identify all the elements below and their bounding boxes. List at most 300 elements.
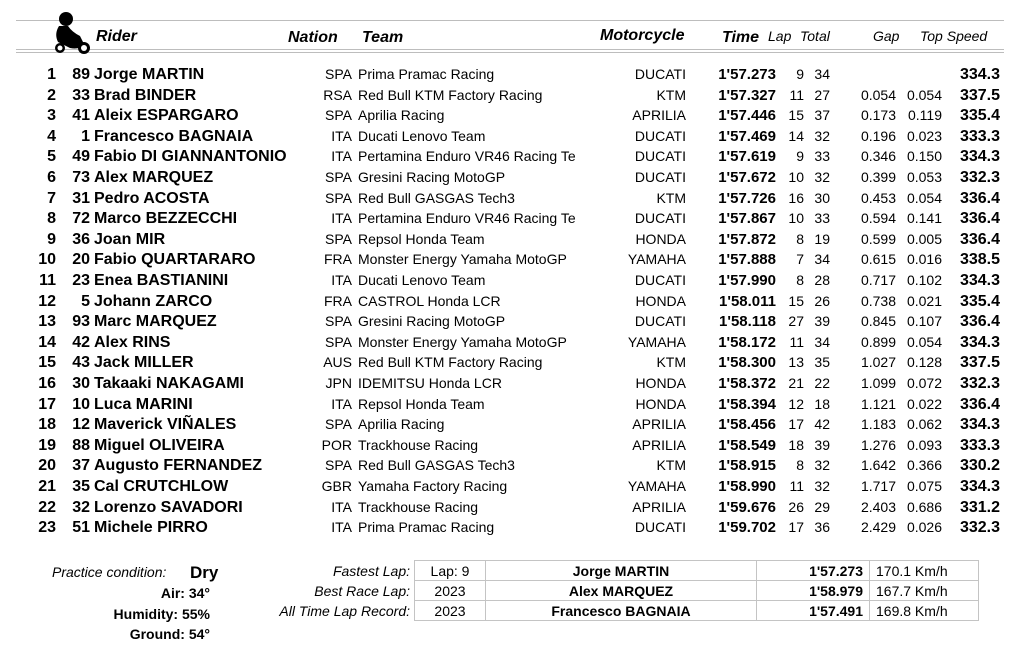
row-rider-name: Michele PIRRO	[94, 519, 208, 537]
table-row	[0, 85, 1024, 106]
row-time: 1'58.172	[718, 333, 776, 351]
row-total: 19	[814, 230, 830, 247]
header-gap: Gap	[873, 28, 900, 44]
row-nation: POR	[321, 436, 352, 453]
row-gap-first: 0.599	[860, 230, 896, 247]
row-rider-number: 88	[72, 436, 90, 454]
row-position: 11	[39, 272, 56, 289]
row-position: 8	[47, 210, 56, 228]
row-total: 30	[814, 189, 830, 206]
row-time: 1'58.118	[719, 313, 776, 331]
row-gap-previous: 0.686	[906, 498, 942, 515]
row-time: 1'57.872	[718, 230, 776, 248]
row-motorcycle: DUCATI	[634, 519, 686, 536]
row-top-speed: 337.5	[959, 354, 1000, 372]
record-label: Fastest Lap:	[332, 562, 410, 579]
row-rider-name: Pedro ACOSTA	[94, 189, 210, 207]
row-gap-previous: 0.062	[906, 416, 942, 433]
row-rider-name: Augusto FERNANDEZ	[94, 457, 262, 475]
row-top-speed: 336.4	[959, 210, 1000, 228]
row-lap: 10	[788, 210, 804, 227]
row-gap-previous: 0.150	[906, 148, 942, 165]
row-motorcycle: DUCATI	[634, 148, 686, 165]
ground-temperature: Ground: 54°	[129, 626, 210, 642]
row-gap-first: 1.183	[860, 416, 896, 433]
row-position: 19	[38, 436, 56, 454]
row-position: 1	[47, 66, 56, 83]
row-rider-name: Fabio QUARTARARO	[94, 251, 256, 269]
row-nation: ITA	[331, 148, 352, 165]
row-time: 1'57.469	[718, 127, 776, 145]
row-lap: 11	[789, 478, 804, 494]
row-gap-previous: 0.054	[906, 189, 942, 206]
row-lap: 26	[788, 498, 804, 515]
row-rider-number: 30	[72, 375, 90, 392]
row-top-speed: 335.4	[959, 107, 1000, 125]
row-top-speed: 333.3	[959, 436, 1000, 454]
row-gap-first: 0.717	[860, 272, 896, 288]
row-gap-previous: 0.107	[906, 313, 942, 330]
row-rider-name: Jorge MARTIN	[94, 66, 205, 83]
table-row	[0, 332, 1024, 353]
row-top-speed: 334.3	[959, 478, 1000, 495]
row-gap-first: 1.717	[860, 478, 896, 494]
row-motorcycle: YAMAHA	[627, 333, 686, 350]
row-top-speed: 333.3	[959, 127, 1000, 145]
humidity: Humidity: 55%	[113, 606, 210, 622]
table-row	[0, 311, 1024, 332]
row-position: 5	[47, 148, 56, 166]
row-motorcycle: DUCATI	[634, 210, 686, 227]
row-gap-previous: 0.075	[906, 478, 942, 494]
row-lap: 11	[789, 86, 804, 103]
row-gap-previous: 0.005	[906, 230, 942, 247]
table-row	[0, 64, 1024, 85]
row-motorcycle: DUCATI	[634, 313, 686, 330]
row-motorcycle: YAMAHA	[627, 251, 686, 268]
row-motorcycle: DUCATI	[634, 272, 686, 288]
row-position: 22	[38, 498, 56, 516]
record-time: 1'57.491	[757, 601, 870, 621]
header-team: Team	[362, 29, 404, 46]
record-speed: 167.7 Km/h	[870, 581, 979, 601]
row-team: Red Bull KTM Factory Racing	[358, 354, 543, 371]
header-rider: Rider	[96, 28, 137, 45]
row-rider-number: 12	[72, 416, 90, 434]
record-label: Best Race Lap:	[314, 582, 410, 599]
header-bottom-rule-1	[16, 49, 1004, 50]
row-top-speed: 336.4	[959, 189, 1000, 207]
row-total: 33	[814, 148, 830, 165]
row-rider-name: Francesco BAGNAIA	[94, 127, 254, 145]
row-lap: 14	[788, 127, 804, 144]
table-row	[0, 352, 1024, 373]
row-time: 1'58.372	[718, 375, 776, 392]
row-time: 1'58.394	[718, 395, 776, 413]
row-gap-previous: 0.072	[906, 375, 942, 391]
air-temperature: Air: 34°	[160, 585, 210, 601]
row-team: Pertamina Enduro VR46 Racing Te	[358, 210, 576, 227]
row-time: 1'57.867	[718, 210, 776, 228]
row-rider-name: Lorenzo SAVADORI	[94, 498, 243, 516]
row-nation: ITA	[331, 272, 352, 288]
row-team: Red Bull KTM Factory Racing	[358, 86, 543, 103]
row-rider-name: Takaaki NAKAGAMI	[94, 375, 244, 392]
row-gap-first: 1.642	[860, 457, 896, 474]
row-position: 7	[47, 189, 56, 207]
row-motorcycle: DUCATI	[634, 169, 686, 185]
row-gap-previous: 0.016	[906, 251, 942, 268]
row-team: Trackhouse Racing	[358, 436, 479, 453]
row-nation: RSA	[323, 86, 352, 103]
row-total: 32	[814, 127, 830, 144]
row-nation: SPA	[325, 66, 352, 82]
row-position: 9	[47, 230, 56, 248]
row-rider-name: Fabio DI GIANNANTONIO	[94, 148, 287, 166]
row-motorcycle: HONDA	[635, 395, 686, 412]
row-lap: 18	[788, 436, 804, 453]
row-rider-name: Miguel OLIVEIRA	[94, 436, 225, 454]
row-time: 1'59.702	[718, 519, 776, 537]
row-rider-name: Marc MARQUEZ	[94, 313, 217, 331]
row-top-speed: 332.3	[959, 169, 1000, 186]
row-gap-first: 0.453	[860, 189, 896, 206]
row-nation: ITA	[331, 127, 352, 144]
row-lap: 7	[796, 251, 804, 268]
row-total: 39	[814, 436, 830, 453]
row-team: Red Bull GASGAS Tech3	[358, 189, 515, 206]
row-time: 1'57.990	[718, 272, 776, 289]
row-rider-number: 73	[72, 169, 90, 186]
header-lap: Lap	[768, 28, 792, 44]
row-total: 22	[814, 375, 830, 391]
table-row	[0, 497, 1024, 518]
row-time: 1'57.327	[718, 86, 776, 104]
row-position: 23	[38, 519, 56, 537]
row-total: 34	[814, 66, 830, 82]
record-rider: Alex MARQUEZ	[486, 581, 757, 601]
row-time: 1'57.446	[718, 107, 776, 125]
row-top-speed: 337.5	[959, 86, 1000, 104]
row-motorcycle: KTM	[656, 189, 686, 206]
row-rider-number: 35	[72, 478, 90, 495]
row-time: 1'58.990	[718, 478, 776, 495]
record-rider: Jorge MARTIN	[486, 561, 757, 581]
header-bottom-rule-2	[16, 52, 1004, 53]
row-gap-previous: 0.021	[906, 292, 942, 309]
table-row	[0, 291, 1024, 312]
row-lap: 27	[788, 313, 804, 330]
row-rider-number: 49	[72, 148, 90, 166]
row-position: 12	[38, 292, 56, 310]
row-lap: 9	[796, 148, 804, 165]
record-lap: Lap: 9	[415, 561, 486, 581]
table-row	[0, 229, 1024, 250]
row-lap: 9	[796, 66, 804, 82]
row-gap-first: 0.399	[860, 169, 896, 185]
row-motorcycle: HONDA	[635, 292, 686, 309]
row-position: 4	[47, 127, 56, 145]
row-top-speed: 336.4	[959, 313, 1000, 331]
row-team: Gresini Racing MotoGP	[358, 313, 506, 330]
row-total: 18	[814, 395, 830, 412]
row-motorcycle: KTM	[656, 457, 686, 474]
row-lap: 15	[788, 292, 804, 309]
row-time: 1'58.011	[719, 292, 776, 310]
record-label: All Time Lap Record:	[279, 602, 410, 619]
row-gap-first: 0.594	[860, 210, 896, 227]
row-total: 42	[814, 416, 830, 433]
row-gap-first: 0.196	[860, 127, 896, 144]
row-time: 1'59.676	[718, 498, 776, 516]
row-gap-previous: 0.093	[906, 436, 942, 453]
row-rider-name: Aleix ESPARGARO	[94, 107, 239, 125]
table-row	[0, 188, 1024, 209]
table-row	[0, 517, 1024, 538]
record-speed: 170.1 Km/h	[870, 561, 979, 581]
row-total: 33	[814, 210, 830, 227]
row-rider-number: 10	[72, 395, 90, 413]
row-rider-number: 43	[72, 354, 90, 372]
row-team: Yamaha Factory Racing	[358, 478, 508, 494]
row-rider-number: 23	[72, 272, 90, 289]
row-total: 34	[814, 333, 830, 350]
row-top-speed: 334.3	[959, 148, 1000, 166]
row-nation: SPA	[325, 313, 352, 330]
row-total: 37	[814, 107, 830, 124]
row-position: 14	[38, 333, 56, 351]
row-team: Trackhouse Racing	[358, 498, 479, 515]
row-nation: FRA	[324, 251, 352, 268]
row-nation: ITA	[331, 395, 352, 412]
row-team: Prima Pramac Racing	[358, 66, 495, 82]
row-nation: SPA	[325, 457, 352, 474]
header-top-rule	[16, 20, 1004, 21]
row-nation: FRA	[324, 292, 352, 309]
row-rider-name: Maverick VIÑALES	[94, 416, 237, 434]
row-gap-previous: 0.141	[906, 210, 942, 227]
row-rider-number: 1	[81, 127, 90, 145]
table-row	[0, 249, 1024, 270]
row-gap-previous: 0.022	[906, 395, 942, 412]
row-rider-name: Alex MARQUEZ	[94, 169, 214, 186]
table-row	[0, 455, 1024, 476]
table-row	[0, 373, 1024, 394]
table-row	[0, 476, 1024, 497]
row-total: 27	[814, 86, 830, 103]
row-team: Aprilia Racing	[358, 107, 445, 124]
row-time: 1'57.672	[718, 169, 776, 186]
row-rider-number: 93	[72, 313, 90, 331]
row-motorcycle: HONDA	[635, 375, 686, 391]
record-row	[258, 561, 979, 581]
row-gap-first: 0.346	[860, 148, 896, 165]
row-gap-first: 2.403	[860, 498, 896, 515]
row-total: 39	[814, 313, 830, 330]
row-position: 6	[47, 169, 56, 186]
table-row	[0, 394, 1024, 415]
row-rider-name: Johann ZARCO	[94, 292, 213, 310]
table-row	[0, 167, 1024, 188]
row-time: 1'57.273	[718, 66, 776, 83]
table-row	[0, 208, 1024, 229]
row-nation: SPA	[325, 230, 352, 247]
row-nation: ITA	[331, 519, 352, 536]
row-top-speed: 334.3	[959, 416, 1000, 434]
row-gap-first: 0.738	[860, 292, 896, 309]
row-time: 1'58.549	[718, 436, 776, 454]
row-rider-number: 31	[72, 189, 90, 207]
row-lap: 16	[788, 189, 804, 206]
practice-condition-value: Dry	[190, 563, 219, 582]
row-team: Monster Energy Yamaha MotoGP	[358, 251, 567, 268]
row-gap-first: 0.615	[860, 251, 896, 268]
row-gap-first: 0.173	[860, 107, 896, 124]
row-team: Ducati Lenovo Team	[358, 127, 486, 144]
row-gap-first: 1.027	[860, 354, 896, 371]
record-row	[258, 601, 979, 621]
row-motorcycle: APRILIA	[632, 498, 686, 515]
row-lap: 8	[796, 230, 804, 247]
row-lap: 12	[788, 395, 804, 412]
header-total: Total	[800, 28, 830, 44]
row-top-speed: 331.2	[959, 498, 1000, 516]
row-rider-name: Jack MILLER	[94, 354, 194, 372]
row-rider-number: 37	[72, 457, 90, 475]
row-top-speed: 334.3	[959, 66, 1000, 83]
row-lap: 8	[796, 272, 804, 288]
row-top-speed: 330.2	[959, 457, 1000, 475]
row-rider-name: Enea BASTIANINI	[94, 272, 229, 289]
motorcycle-rider-icon	[50, 10, 94, 56]
practice-condition-label: Practice condition:	[52, 564, 167, 580]
row-team: Ducati Lenovo Team	[358, 272, 486, 288]
row-position: 18	[38, 416, 56, 434]
row-gap-first: 1.121	[860, 395, 896, 412]
row-rider-number: 51	[72, 519, 90, 537]
row-position: 15	[38, 354, 56, 372]
row-time: 1'58.300	[718, 354, 776, 372]
row-gap-previous: 0.053	[906, 169, 942, 185]
row-rider-name: Marco BEZZECCHI	[94, 210, 238, 228]
row-time: 1'58.915	[718, 457, 776, 475]
row-team: CASTROL Honda LCR	[358, 292, 501, 309]
row-team: IDEMITSU Honda LCR	[358, 375, 502, 391]
row-gap-first: 1.276	[860, 436, 896, 453]
row-motorcycle: KTM	[656, 354, 686, 371]
row-gap-previous: 0.102	[906, 272, 942, 288]
row-top-speed: 336.4	[959, 230, 1000, 248]
row-rider-number: 32	[72, 498, 90, 516]
row-gap-first: 0.899	[860, 333, 896, 350]
row-total: 35	[814, 354, 830, 371]
row-position: 10	[38, 251, 56, 269]
record-time: 1'57.273	[757, 561, 870, 581]
row-team: Gresini Racing MotoGP	[358, 169, 506, 185]
row-total: 29	[814, 498, 830, 515]
row-gap-first: 0.054	[860, 86, 896, 103]
record-speed: 169.8 Km/h	[870, 601, 979, 621]
record-time: 1'58.979	[757, 581, 870, 601]
row-lap: 11	[789, 333, 804, 350]
row-gap-previous: 0.128	[906, 354, 942, 371]
row-nation: SPA	[325, 333, 352, 350]
row-lap: 15	[788, 107, 804, 124]
row-rider-name: Joan MIR	[94, 230, 166, 248]
row-rider-number: 89	[72, 66, 90, 83]
row-lap: 13	[788, 354, 804, 371]
row-total: 32	[814, 457, 830, 474]
record-lap: 2023	[415, 601, 486, 621]
row-total: 32	[814, 478, 830, 494]
row-motorcycle: APRILIA	[632, 107, 686, 124]
row-nation: GBR	[321, 478, 352, 494]
row-position: 13	[38, 313, 56, 331]
row-top-speed: 334.3	[959, 333, 1000, 351]
row-motorcycle: APRILIA	[632, 416, 686, 433]
row-gap-previous: 0.023	[906, 127, 942, 144]
table-row	[0, 270, 1024, 291]
row-nation: ITA	[331, 498, 352, 515]
row-time: 1'57.888	[718, 251, 776, 269]
table-row	[0, 146, 1024, 167]
row-team: Repsol Honda Team	[358, 395, 485, 412]
record-row	[258, 581, 979, 601]
row-lap: 10	[788, 169, 804, 185]
row-motorcycle: KTM	[656, 86, 686, 103]
row-gap-previous: 0.119	[908, 107, 942, 124]
table-row	[0, 126, 1024, 147]
row-rider-number: 5	[81, 292, 90, 310]
row-gap-previous: 0.026	[906, 519, 942, 536]
row-rider-number: 41	[72, 107, 90, 125]
header-nation: Nation	[288, 29, 338, 46]
row-position: 20	[38, 457, 56, 475]
row-total: 36	[814, 519, 830, 536]
row-team: Red Bull GASGAS Tech3	[358, 457, 515, 474]
row-time: 1'58.456	[718, 416, 776, 434]
row-nation: JPN	[325, 375, 352, 391]
row-nation: SPA	[325, 189, 352, 206]
row-gap-previous: 0.054	[906, 86, 942, 103]
table-row	[0, 105, 1024, 126]
row-gap-previous: 0.366	[906, 457, 942, 474]
row-rider-name: Brad BINDER	[94, 86, 197, 104]
row-lap: 8	[796, 457, 804, 474]
row-team: Repsol Honda Team	[358, 230, 485, 247]
row-rider-number: 36	[72, 230, 90, 248]
row-rider-name: Luca MARINI	[94, 395, 193, 413]
row-rider-number: 42	[72, 333, 90, 351]
row-rider-number: 20	[72, 251, 90, 269]
header-time: Time	[722, 29, 760, 46]
row-motorcycle: HONDA	[635, 230, 686, 247]
row-time: 1'57.619	[718, 148, 776, 166]
row-motorcycle: APRILIA	[632, 436, 686, 453]
row-total: 28	[814, 272, 830, 288]
row-top-speed: 332.3	[959, 375, 1000, 392]
row-nation: SPA	[325, 107, 352, 124]
row-nation: ITA	[331, 210, 352, 227]
row-gap-first: 0.845	[860, 313, 896, 330]
row-motorcycle: DUCATI	[634, 66, 686, 82]
row-top-speed: 338.5	[959, 251, 1000, 269]
row-motorcycle: YAMAHA	[627, 478, 686, 494]
row-gap-first: 1.099	[860, 375, 896, 391]
row-team: Pertamina Enduro VR46 Racing Te	[358, 148, 576, 165]
row-top-speed: 336.4	[959, 395, 1000, 413]
row-position: 16	[38, 375, 56, 392]
